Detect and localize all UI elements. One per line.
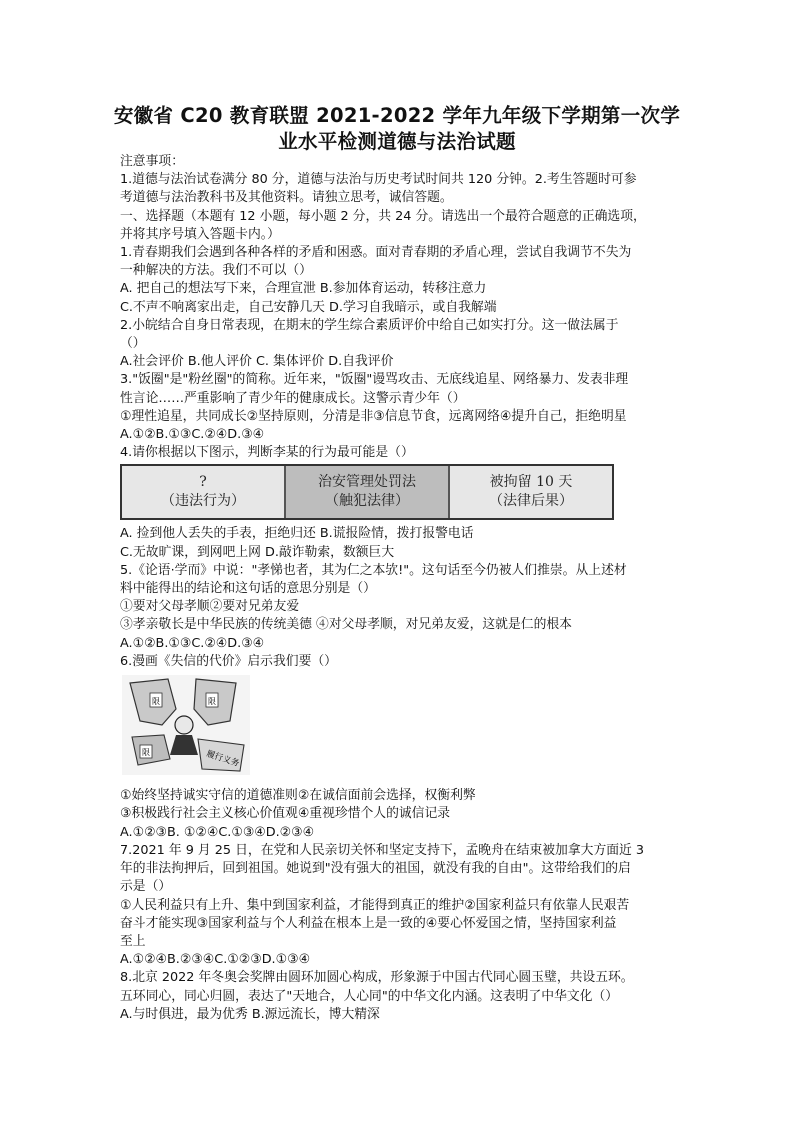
question-items: ③孝亲敬长是中华民族的传统美德 ④对父母孝顺，对兄弟友爱，这就是仁的根本 xyxy=(120,617,572,633)
question-option: A.与时俱进，最为优秀 B.源远流长，博大精深 xyxy=(120,1006,380,1022)
question-stem: 1.青春期我们会遇到各种各样的矛盾和困惑。面对青春期的矛盾心理，尝试自我调节不失为 xyxy=(120,245,632,261)
question-option: A.①②B.①③C.②④D.③④ xyxy=(120,635,265,651)
question-stem: 一种解决的方法。我们不可以（） xyxy=(120,263,312,279)
question-stem: 料中能得出的结论和这句话的意思分别是（） xyxy=(120,581,376,597)
exam-content xyxy=(120,153,686,1024)
law-diagram-table xyxy=(120,464,614,520)
question-option: C.不声不响离家出走，自己安静几天 D.学习自我暗示，或自我解端 xyxy=(120,299,497,315)
question-stem: 4.请你根据以下图示，判断李某的行为最可能是（） xyxy=(120,445,414,461)
question-stem: 示是（） xyxy=(120,879,172,895)
cartoon-label-1: 限 xyxy=(152,697,160,707)
question-option: A.①②B.①③C.②④D.③④ xyxy=(120,427,265,443)
cell-bottom: （法律后果） xyxy=(489,493,573,510)
section-heading: 一、选择题（本题有 12 小题，每小题 2 分，共 24 分。请选出一个最符合题意的正确选项， xyxy=(120,208,646,224)
notice-heading: 注意事项： xyxy=(120,154,184,169)
question-items: ①始终坚持诚实守信的道德准则②在诚信面前会选择，权衡利弊 xyxy=(120,788,476,804)
section-heading: 并将其序号填入答题卡内。） xyxy=(120,226,280,242)
question-items: ③积极践行社会主义核心价值观④重视珍惜个人的诚信记录 xyxy=(120,806,451,822)
question-option: A. 把自己的想法写下来，合理宣泄 B.参加体育运动，转移注意力 xyxy=(120,281,487,297)
question-stem: 7.2021 年 9 月 25 日，在党和人民亲切关怀和坚定支持下，孟晚舟在结束被加拿大方面近 3 xyxy=(120,842,645,858)
question-stem: 5.《论语·学而》中说："孝悌也者，其为仁之本欤!"。这句话至今仍被人们推崇。从上述材 xyxy=(120,562,627,578)
cell-top: 治安管理处罚法 xyxy=(318,474,416,491)
question-stem: 性言论……严重影响了青少年的健康成长。这警示青少年（） xyxy=(120,390,466,406)
exam-title-line2: 业水平检测道德与法治试题 xyxy=(278,130,516,153)
question-stem: 8.北京 2022 年冬奥会奖牌由圆环加圆心构成，形象源于中国古代同心圆玉璧，共设五环。 xyxy=(120,970,634,986)
table-cell-behavior xyxy=(122,466,286,518)
cartoon-illustration xyxy=(122,675,250,775)
cell-bottom: （触犯法律） xyxy=(325,493,409,510)
cell-top: 被拘留 10 天 xyxy=(489,474,573,491)
person-head xyxy=(175,716,193,734)
notice-line: 考道德与法治教科书及其他资料。请独立思考，诚信答题。 xyxy=(120,190,453,206)
exam-title-line1: 安徽省 C20 教育联盟 2021-2022 学年九年级下学期第一次学 xyxy=(113,104,681,127)
cell-top: ? xyxy=(199,474,207,491)
question-stem: 3."饭圈"是"粉丝圈"的简称。近年来，"饭圈"谩骂攻击、无底线追星、网络暴力、发表非理 xyxy=(120,372,629,388)
question-stem: 年的非法拘押后，回到祖国。她说到"没有强大的祖国，就没有我的自由"。这带给我们的启 xyxy=(120,861,631,877)
question-items: 至上 xyxy=(120,933,146,949)
question-option: C.无故旷课，到网吧上网 D.敲诈勒索，数额巨大 xyxy=(120,544,395,560)
cartoon-label-4: 履行义务 xyxy=(204,749,241,770)
question-items: ①要对父母孝顺②要对兄弟友爱 xyxy=(120,599,300,615)
question-stem: 6.漫画《失信的代价》启示我们要（） xyxy=(120,653,337,669)
cell-bottom: （违法行为） xyxy=(161,493,245,510)
question-stem: 2.小皖结合自身日常表现，在期末的学生综合素质评价中给自己如实打分。这一做法属于 xyxy=(120,317,619,333)
table-cell-law xyxy=(286,466,450,518)
cartoon-label-3: 限 xyxy=(142,748,150,758)
question-stem: 五环同心，同心归圆，表达了"天地合，人心同"的中华文化内涵。这表明了中华文化（） xyxy=(120,988,619,1004)
question-option: A. 捡到他人丢失的手表，拒绝归还 B.谎报险情，拨打报警电话 xyxy=(120,526,474,542)
question-option: A.社会评价 B.他人评价 C. 集体评价 D.自我评价 xyxy=(120,354,394,370)
question-option: A.①②③B. ①②④C.①③④D.②③④ xyxy=(120,824,315,840)
question-items: ①人民利益只有上升、集中到国家利益，才能得到真正的维护②国家利益只有依靠人民艰苦 xyxy=(120,897,630,913)
notice-line: 1.道德与法治试卷满分 80 分，道德与法治与历史考试时间共 120 分钟。2.考生答题时可参 xyxy=(120,172,637,188)
cartoon-label-2: 限 xyxy=(208,697,216,707)
question-items: ①理性追星，共同成长②坚持原则，分清是非③信息节食，远离网络④提升自己，拒绝明星 xyxy=(120,408,627,424)
question-option: A.①②④B.②③④C.①②③D.①③④ xyxy=(120,952,311,968)
table-cell-consequence xyxy=(450,466,612,518)
question-items: 奋斗才能实现③国家利益与个人利益在根本上是一致的④要心怀爱国之情，坚持国家利益 xyxy=(120,915,617,931)
question-stem: （） xyxy=(120,336,146,352)
